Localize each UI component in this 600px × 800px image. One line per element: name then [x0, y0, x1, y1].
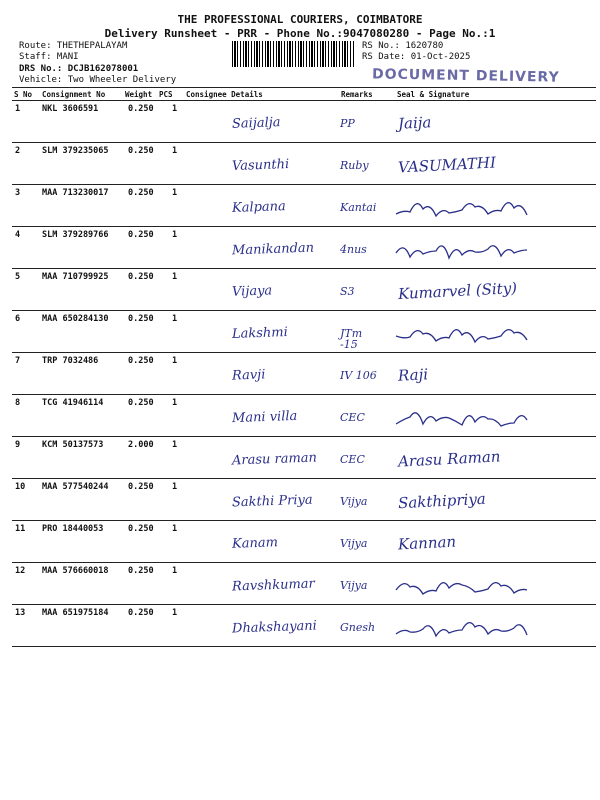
row-consignment-no: TRP 7032486 — [42, 356, 99, 366]
vehicle-text: Vehicle: Two Wheeler Delivery — [19, 75, 177, 85]
row-divider — [12, 184, 596, 185]
row-weight: 0.250 — [128, 314, 154, 324]
row-consignee-handwriting: Arasu raman — [231, 450, 318, 469]
row-consignment-no: SLM 379235065 — [42, 146, 109, 156]
row-sno: 8 — [15, 398, 21, 408]
row-consignee-handwriting: Mani villa — [231, 408, 298, 427]
col-header-pcs: PCS — [159, 90, 173, 99]
drs-number: DRS No.: DCJB162078001 — [19, 64, 139, 74]
row-sno: 12 — [15, 566, 26, 576]
row-sno: 13 — [15, 608, 26, 618]
row-pcs: 1 — [172, 566, 178, 576]
row-consignee-handwriting: Ravji — [231, 367, 266, 384]
row-signature-handwriting: Jaija — [397, 113, 432, 133]
row-pcs: 1 — [172, 146, 178, 156]
table-header-rule — [12, 100, 596, 101]
row-consignment-no: MAA 710799925 — [42, 272, 109, 282]
row-weight: 0.250 — [128, 398, 154, 408]
table-top-rule — [12, 87, 596, 88]
row-pcs: 1 — [172, 314, 178, 324]
row-divider — [12, 478, 596, 479]
row-divider — [12, 562, 596, 563]
row-remarks-handwriting: S3 — [340, 285, 355, 298]
row-consignee-handwriting: Dhakshayani — [231, 618, 318, 637]
rs-number: RS No.: 1620780 — [362, 41, 444, 51]
col-header-remarks: Remarks — [341, 90, 373, 99]
staff-text: Staff: MANI — [19, 52, 79, 62]
row-pcs: 1 — [172, 188, 178, 198]
handwritten-signature-scribble — [392, 568, 542, 602]
row-remarks-handwriting: CEC — [340, 453, 365, 466]
row-remarks-handwriting: CEC — [340, 411, 365, 424]
row-remarks-handwriting: Vijya — [340, 579, 368, 592]
row-signature-handwriting: Kumarvel (Sity) — [397, 278, 518, 304]
row-divider — [12, 268, 596, 269]
row-weight: 0.250 — [128, 272, 154, 282]
row-remarks-handwriting: Ruby — [340, 159, 369, 172]
row-divider — [12, 226, 596, 227]
row-divider — [12, 142, 596, 143]
company-title: THE PROFESSIONAL COURIERS, COIMBATORE — [177, 13, 423, 26]
row-sno: 4 — [15, 230, 21, 240]
row-pcs: 1 — [172, 272, 178, 282]
row-signature-handwriting: Kannan — [397, 532, 457, 554]
row-signature-handwriting: Raji — [397, 365, 429, 385]
row-sno: 10 — [15, 482, 26, 492]
row-consignment-no: SLM 379289766 — [42, 230, 109, 240]
row-pcs: 1 — [172, 104, 178, 114]
row-sno: 7 — [15, 356, 21, 366]
row-consignment-no: MAA 577540244 — [42, 482, 109, 492]
row-weight: 0.250 — [128, 230, 154, 240]
col-header-signature: Seal & Signature — [397, 90, 470, 99]
row-consignment-no: MAA 713230017 — [42, 188, 109, 198]
row-sno: 5 — [15, 272, 21, 282]
handwritten-signature-scribble — [392, 316, 542, 350]
row-remarks-handwriting: Kantai — [340, 201, 377, 214]
row-remarks-handwriting: Vijya — [340, 495, 368, 508]
row-consignment-no: MAA 576660018 — [42, 566, 109, 576]
row-weight: 0.250 — [128, 524, 154, 534]
row-signature-handwriting: Sakthipriya — [397, 489, 487, 513]
col-header-consignment: Consignment No — [42, 90, 106, 99]
row-sno: 2 — [15, 146, 21, 156]
row-consignee-handwriting: Kanam — [231, 535, 279, 552]
barcode-image — [232, 41, 354, 67]
row-weight: 0.250 — [128, 356, 154, 366]
row-remarks-handwriting: PP — [340, 117, 355, 130]
row-consignment-no: TCG 41946114 — [42, 398, 104, 408]
row-consignee-handwriting: Sakthi Priya — [231, 492, 313, 511]
handwritten-signature-scribble — [392, 400, 542, 434]
row-divider — [12, 520, 596, 521]
row-divider — [12, 436, 596, 437]
row-divider — [12, 352, 596, 353]
rs-date: RS Date: 01-Oct-2025 — [362, 52, 471, 62]
row-consignment-no: KCM 50137573 — [42, 440, 104, 450]
row-consignment-no: MAA 651975184 — [42, 608, 109, 618]
row-sno: 3 — [15, 188, 21, 198]
row-sno: 11 — [15, 524, 26, 534]
row-consignee-handwriting: Lakshmi — [231, 325, 289, 342]
row-pcs: 1 — [172, 440, 178, 450]
row-consignee-handwriting: Vijaya — [231, 283, 273, 300]
row-weight: 0.250 — [128, 566, 154, 576]
row-consignee-handwriting: Vasunthi — [231, 157, 290, 174]
row-pcs: 1 — [172, 482, 178, 492]
row-sno: 6 — [15, 314, 21, 324]
row-consignment-no: PRO 18440053 — [42, 524, 104, 534]
row-divider — [12, 310, 596, 311]
col-header-sno: S No — [14, 90, 33, 99]
row-weight: 0.250 — [128, 146, 154, 156]
row-pcs: 1 — [172, 524, 178, 534]
row-remarks-handwriting: IV 106 — [340, 369, 377, 382]
row-pcs: 1 — [172, 608, 178, 618]
row-divider — [12, 604, 596, 605]
row-weight: 0.250 — [128, 608, 154, 618]
handwritten-signature-scribble — [392, 610, 542, 644]
row-consignee-handwriting: Manikandan — [231, 240, 315, 259]
row-weight: 0.250 — [128, 188, 154, 198]
row-consignment-no: MAA 650284130 — [42, 314, 109, 324]
row-consignee-handwriting: Kalpana — [231, 199, 287, 216]
handwritten-signature-scribble — [392, 232, 542, 266]
row-consignment-no: NKL 3606591 — [42, 104, 99, 114]
runsheet-subtitle: Delivery Runsheet - PRR - Phone No.:9047080280 - Page No.:1 — [104, 27, 496, 40]
row-pcs: 1 — [172, 356, 178, 366]
row-consignee-handwriting: Ravshkumar — [231, 576, 316, 595]
row-sno: 1 — [15, 104, 21, 114]
row-remarks-handwriting: 4nus — [340, 243, 367, 256]
row-remarks-handwriting: Vijya — [340, 537, 368, 550]
route-text: Route: THETHEPALAYAM — [19, 41, 128, 51]
row-weight: 2.000 — [128, 440, 154, 450]
row-weight: 0.250 — [128, 104, 154, 114]
col-header-weight: Weight — [125, 90, 153, 99]
row-weight: 0.250 — [128, 482, 154, 492]
row-signature-handwriting: Arasu Raman — [397, 447, 501, 471]
row-divider — [12, 394, 596, 395]
col-header-consignee: Consignee Details — [186, 90, 263, 99]
document-delivery-stamp: DOCUMENT DELIVERY — [371, 66, 560, 86]
row-pcs: 1 — [172, 230, 178, 240]
row-divider — [12, 646, 596, 647]
handwritten-signature-scribble — [392, 190, 542, 224]
row-remarks-handwriting: Gnesh — [340, 621, 376, 634]
row-remarks-handwriting: JTm -15 — [340, 327, 363, 351]
row-signature-handwriting: VASUMATHI — [397, 153, 497, 177]
row-sno: 9 — [15, 440, 21, 450]
row-pcs: 1 — [172, 398, 178, 408]
row-consignee-handwriting: Saijalja — [231, 115, 281, 132]
